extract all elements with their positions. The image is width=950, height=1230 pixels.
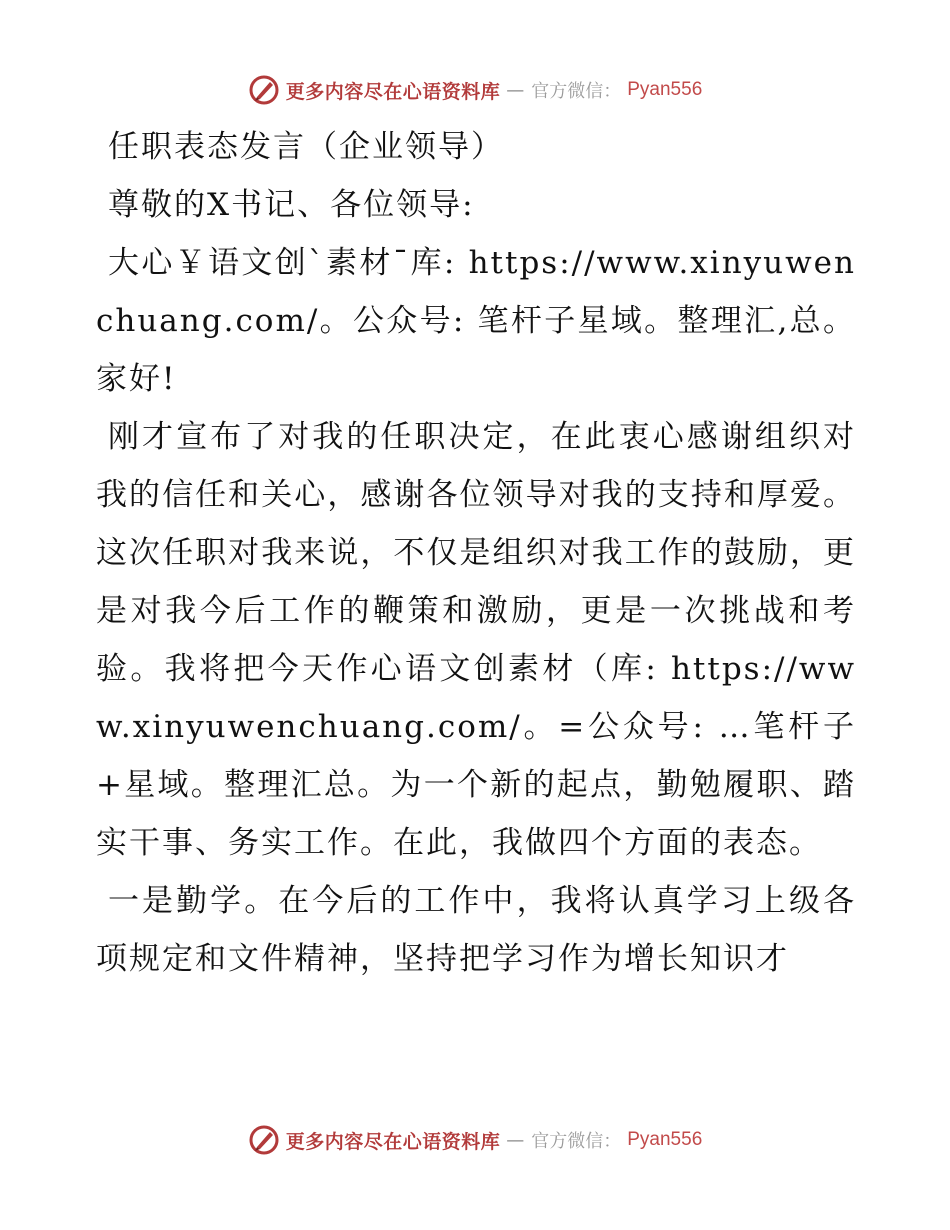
footer-banner-text: 更多内容尽在心语资料库: [285, 1130, 501, 1153]
header-banner-separator: —: [506, 79, 526, 101]
salutation: 尊敬的X书记、各位领导:: [108, 187, 475, 223]
document-title: 任职表态发言（企业领导）: [108, 129, 504, 165]
quill-pen-logo-icon: [248, 74, 280, 106]
header-wechat-label: 官方微信：: [531, 81, 622, 102]
header-banner: [0, 70, 950, 110]
quill-pen-logo-icon: [248, 1124, 280, 1156]
paragraph-first-point: 一是勤学。在今后的工作中，我将认真学习上级各项规定和文件精神，坚持把学习作为增长知识才: [96, 883, 856, 977]
footer-banner: [0, 1120, 950, 1160]
header-wechat-id: Pyan556: [627, 79, 703, 100]
header-banner-text: 更多内容尽在心语资料库: [285, 80, 501, 103]
footer-wechat-label: 官方微信：: [531, 1131, 622, 1152]
footer-wechat-id: Pyan556: [627, 1129, 703, 1150]
paragraph-main: 刚才宣布了对我的任职决定，在此衷心感谢组织对我的信任和关心，感谢各位领导对我的支持和厚爱。这次任职对我来说，不仅是组织对我工作的鼓励，更是对我今后工作的鞭策和激励，更是一次挑战和考验。我将把今天作心语文创素材（库: https://www.xinyuwenchuang.com/。=公众号: …笔杆子+星域。整理汇总。为一个新的起点，勤勉履职、踏实干事、务实工作。在此，我做四个方面的表态。: [96, 419, 856, 861]
paragraph-greeting: 大心￥语文创`素材¯库: https://www.xinyuwenchuang.com/。公众号: 笔杆子星域。整理汇,总。家好!: [96, 245, 856, 397]
footer-banner-separator: —: [506, 1129, 526, 1151]
document-body: [96, 118, 856, 988]
